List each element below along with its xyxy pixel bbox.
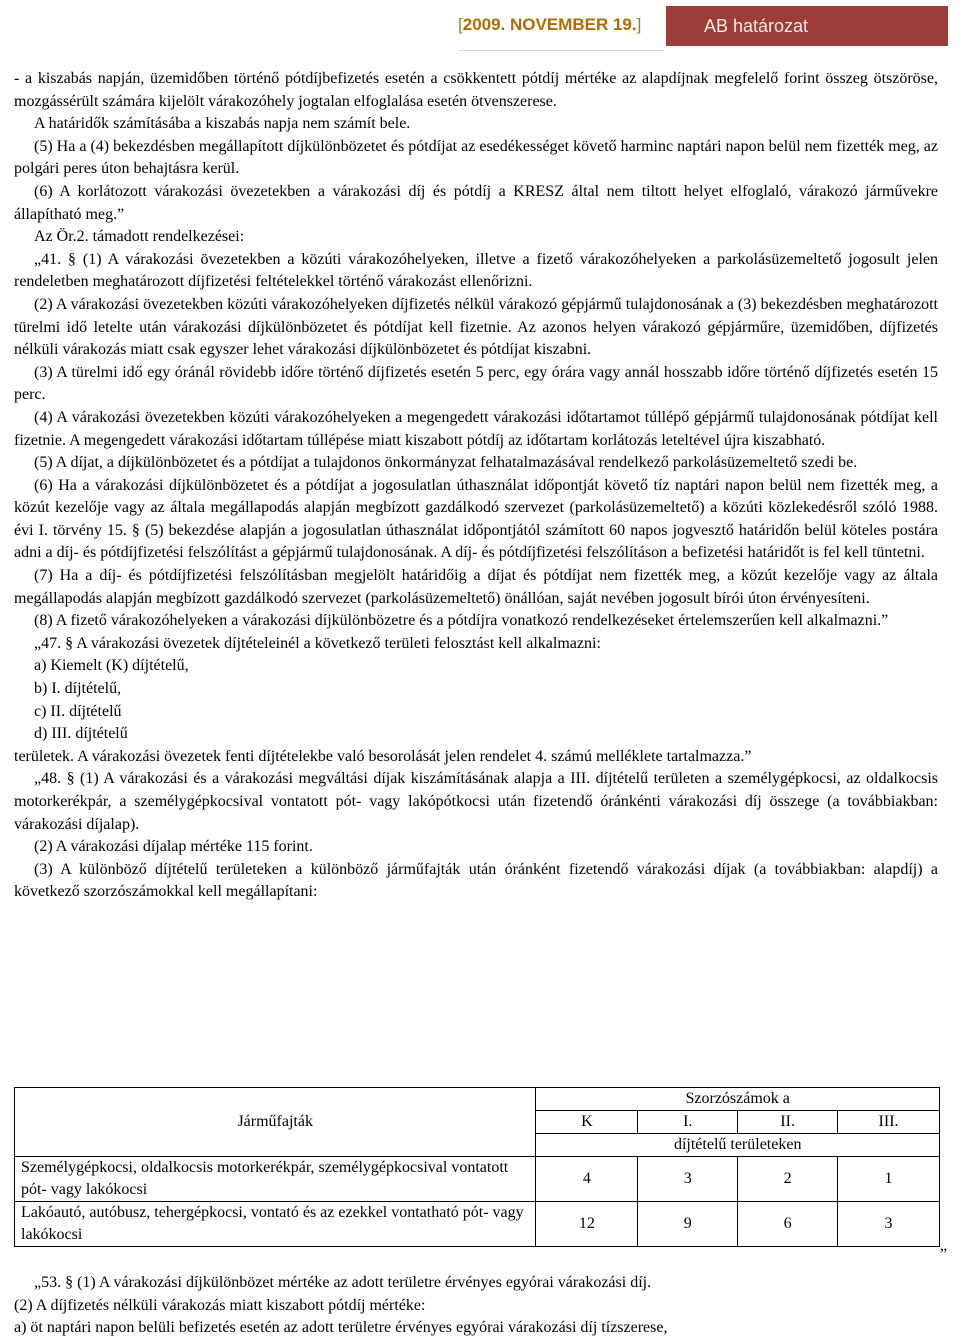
list-item: b) I. díjtételű, <box>34 680 122 698</box>
paragraph: (2) A várakozási díjalap mértéke 115 forint. <box>34 838 313 856</box>
table-cell: 12 <box>536 1202 638 1247</box>
multiplier-group-footer: díjtételű területeken <box>536 1134 940 1157</box>
paragraph: „53. § (1) A várakozási díjkülönbözet mértéke az adott területre érvényes egyórai várakozási díj. <box>34 1274 652 1291</box>
table-cell: 3 <box>838 1202 940 1247</box>
paragraph: (4) A várakozási övezetekben közúti várakozóhelyeken a megengedett várakozási időtartamot túllépő gépjármű tulajdonosának pótdíjat kell fizetnie. A megengedett várakozási időtartam túllépése miatt kiszabott pótdíj az időtartam korlátozás leteltével újra kiszabható. <box>14 408 938 449</box>
document-continuation <box>14 1272 938 1340</box>
paragraph: (6) A korlátozott várakozási övezetekben a várakozási díj és pótdíj a KRESZ által nem tiltott helyet elfoglaló, várakozó járművekre állapítható meg.” <box>14 182 938 223</box>
category-i: I. <box>638 1111 738 1134</box>
list-item: d) III. díjtételű <box>34 725 128 743</box>
header-date <box>458 10 641 40</box>
table-cell: 6 <box>738 1202 838 1247</box>
paragraph: „41. § (1) A várakozási övezetekben a közúti várakozóhelyeken, illetve a fizető várakozóhelyeken a parkolásüzemeltető jogosult jelen rendeletben meghatározott díjfizetési feltételekkel történő várakozást ellenőrizni. <box>14 250 938 291</box>
vehicle-type-header: Járműfajták <box>15 1088 536 1157</box>
paragraph: területek. A várakozási övezetek fenti díjtételekbe való besorolását jelen rendelet 4. számú melléklete tartalmazza.” <box>14 747 752 765</box>
paragraph: Az Ör.2. támadott rendelkezései: <box>34 228 245 246</box>
category-iii: III. <box>838 1111 940 1134</box>
vehicle-label: Személygépkocsi, oldalkocsis motorkerékpár, személygépkocsival vontatott pót- vagy lakókocsi <box>15 1157 536 1202</box>
header-rule <box>458 50 664 51</box>
bracket-close: ] <box>636 15 642 34</box>
paragraph: „48. § (1) A várakozási és a várakozási megváltási díjak kiszámításának alapja a III. díjtételű területen a személygépkocsi, az oldalkocsis motorkerékpár, a személygépkocsival vontatott pót- vagy lakópótkocsi után fizetendő óránkénti várakozási díj összege (a továbbiakban: várakozási díjalap). <box>14 770 938 833</box>
table-cell: 1 <box>838 1157 940 1202</box>
table-row <box>15 1157 940 1202</box>
table-cell: 9 <box>638 1202 738 1247</box>
bracket-open: [ <box>458 15 463 34</box>
paragraph: - a kiszabás napján, üzemidőben történő pótdíjbefizetés esetén a csökkentett pótdíj mértéke az alapdíjnak megfelelő forint összeg ötszöröse, mozgássérült számára kijelölt várakozóhely jogtalan elfoglalása esetén ötvenszerese. <box>14 70 938 110</box>
multiplier-table <box>14 1087 940 1247</box>
multiplier-group-header: Szorzószámok a <box>536 1088 940 1111</box>
closing-quote: ” <box>940 1246 948 1263</box>
paragraph: (5) A díjat, a díjkülönbözetet és a pótdíjat a tulajdonos önkormányzat felhatalmazásával rendelkező parkolásüzemeltető szedi be. <box>34 454 858 472</box>
vehicle-label: Lakóautó, autóbusz, tehergépkocsi, vontató és az ezekkel vontatható pót- vagy lakókocsi <box>15 1202 536 1247</box>
page-header <box>0 4 960 46</box>
paragraph: (2) A várakozási övezetekben közúti várakozóhelyeken díjfizetés nélkül várakozó gépjármű tulajdonosának a (3) bekezdésben meghatározott türelmi idő letelte után várakozási díjkülönbözetet és pótdíjat kell fizetnie. Az azonos helyen várakozó gépjárműre, üzemidőben, díjfizetés nélküli várakozás miatt csak egyszer lehet várakozási díjkülönbözetet és pótdíjat kiszabni. <box>14 295 938 359</box>
table-row <box>15 1202 940 1247</box>
category-k: K <box>536 1111 638 1134</box>
table-cell: 2 <box>738 1157 838 1202</box>
list-item: c) II. díjtételű <box>34 702 122 720</box>
paragraph: (7) Ha a díj- és pótdíjfizetési felszólításban megjelölt határidőig a díjat és pótdíjat nem fizették meg, a közút kezelője vagy az általa megállapodás alapján megbízott gazdálkodó szervezet (parkolásüzemeltető) önállóan, saját nevében jogosult bírói úton érvényesíteni. <box>14 567 938 607</box>
paragraph: „47. § A várakozási övezetek díjtételeinél a következő területi felosztást kell alkalmazni: <box>34 634 601 652</box>
category-ii: II. <box>738 1111 838 1134</box>
document-body <box>14 68 938 904</box>
paragraph: (8) A fizető várakozóhelyeken a várakozási díjkülönbözetre és a pótdíjra vonatkozó rendelkezéseket értelemszerűen kell alkalmazni.” <box>34 612 889 630</box>
list-item: a) Kiemelt (K) díjtételű, <box>34 657 189 675</box>
header-title-tab <box>666 6 948 46</box>
paragraph: (2) A díjfizetés nélküli várakozás miatt kiszabott pótdíj mértéke: <box>14 1296 426 1314</box>
table-cell: 3 <box>638 1157 738 1202</box>
paragraph: a) öt naptári napon belüli befizetés esetén az adott területre érvényes egyórai várakozási díj tízszerese, <box>14 1319 668 1337</box>
header-title: AB határozat <box>704 16 809 36</box>
paragraph: (3) A különböző díjtételű területeken a különböző járműfajták után óránként fizetendő várakozási díjak (a továbbiakban: alapdíj) a következő szorzószámokkal kell megállapítani: <box>14 860 938 901</box>
paragraph: (3) A türelmi idő egy óránál rövidebb időre történő díjfizetés esetén 5 perc, egy órára vagy annál hosszabb időre történő díjfizetés esetén 15 perc. <box>14 363 938 404</box>
paragraph: (5) Ha a (4) bekezdésben megállapított díjkülönbözetet és pótdíjat az esedékességet követő harminc naptári napon belül nem fizették meg, az polgári peres úton behajtásra kerül. <box>14 137 938 178</box>
paragraph: A határidők számításába a kiszabás napja nem számít bele. <box>34 115 411 133</box>
paragraph: (6) Ha a várakozási díjkülönbözetet és a pótdíjat a jogosulatlan úthasználat időpontját követő tíz naptári napon belül nem fizették meg, a közút kezelője vagy az általa megállapodás alapján megbízott gazdálkodó szervezet (parkolásüzemeltető) a közúti közlekedésről szóló 1988. évi I. törvény 15. § (5) bekezdése alapján a jogosulatlan úthasználat időpontjától számított 60 napos jogvesztő határidőn belül köteles postára adni a díj- és pótdíjfizetési felszólítást a gépjármű tulajdonosának. A díj- és pótdíjfizetési felszólításon a befizetési határidőt is fel kell tüntetni. <box>14 476 938 562</box>
header-date-text: 2009. NOVEMBER 19. <box>462 15 637 34</box>
table-cell: 4 <box>536 1157 638 1202</box>
table-header-row <box>15 1088 940 1111</box>
